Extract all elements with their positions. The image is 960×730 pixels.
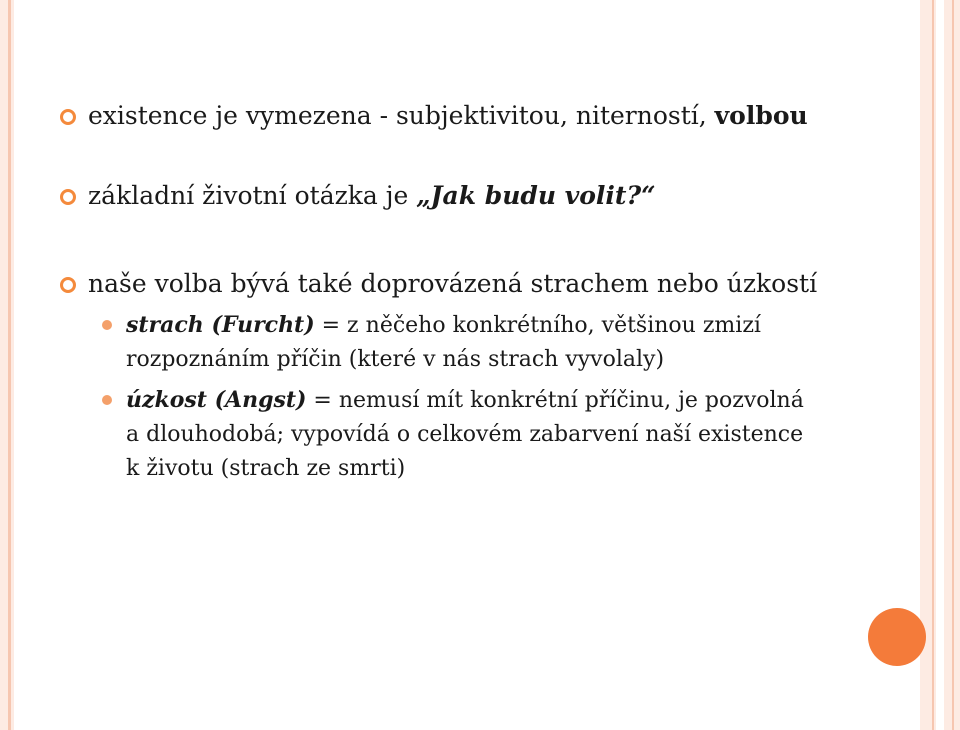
sub-bullet-1-text: = z něčeho konkrétního, většinou zmizí rozpoznáním příčin (které v nás strach vyvolaly) <box>126 313 761 372</box>
sub-bullet-2-text: = nemusí mít konkrétní příčinu, je pozvolná a dlouhodobá; vypovídá o celkovém zabarvení naší existence k životu (strach ze smrti) <box>126 388 804 481</box>
sub-bullet-item-2 <box>60 383 820 486</box>
ring-bullet-icon <box>60 109 76 125</box>
bullet-1-text: existence je vymezena - subjektivitou, niterností, <box>88 101 707 130</box>
bullet-2-text: základní životní otázka je <box>88 181 417 210</box>
sub-bullet-1-term: strach (Furcht) <box>126 312 315 338</box>
right-decorative-line <box>932 0 934 730</box>
right-decorative-gap <box>936 0 944 730</box>
bullet-item-1 <box>60 96 820 136</box>
slide-content <box>60 96 820 486</box>
bullet-1-emphasis: volbou <box>714 101 808 130</box>
bullet-3-text: naše volba bývá také doprovázená strachem nebo úzkostí <box>88 269 818 298</box>
left-decorative-stripe <box>0 0 14 730</box>
bullet-item-3 <box>60 264 820 304</box>
left-decorative-line <box>8 0 11 730</box>
ring-bullet-icon <box>60 189 76 205</box>
sub-bullet-2-term: úzkost (Angst) <box>126 387 307 413</box>
bullet-item-2 <box>60 176 820 216</box>
sub-bullet-item-1 <box>60 308 820 377</box>
dot-bullet-icon <box>102 395 112 405</box>
dot-bullet-icon <box>102 320 112 330</box>
right-decorative-line <box>952 0 954 730</box>
bullet-2-question: „Jak budu volit?“ <box>416 181 656 210</box>
ring-bullet-icon <box>60 277 76 293</box>
orange-circle-decoration <box>868 608 926 666</box>
